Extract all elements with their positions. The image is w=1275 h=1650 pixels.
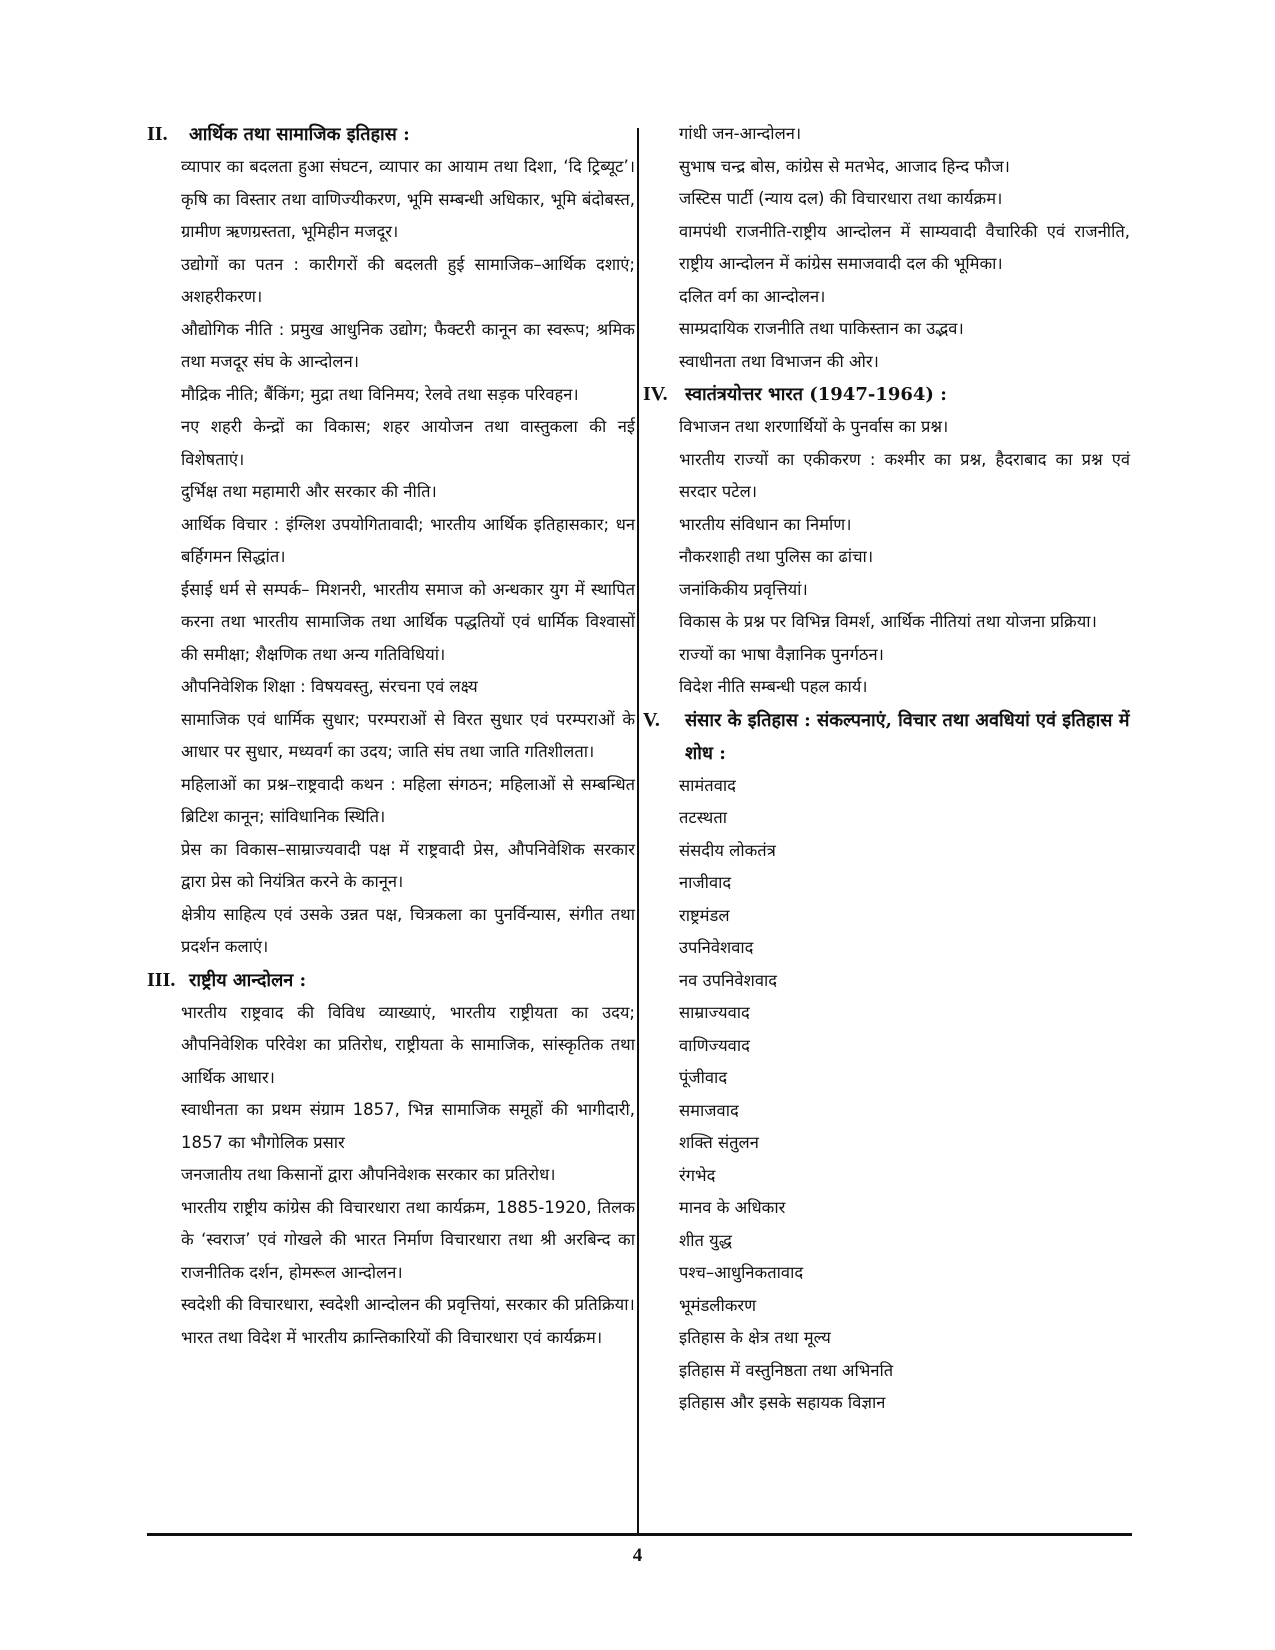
syllabus-item: वामपंथी राजनीति-राष्ट्रीय आन्दोलन में साम्यवादी वैचारिकी एवं राजनीति, राष्ट्रीय आन्दोलन में कांग्रेस समाजवादी दल की भूमिका। — [679, 221, 1130, 273]
section-number: II. — [147, 123, 168, 145]
section-number: III. — [147, 968, 176, 991]
syllabus-item: प्रेस का विकास–साम्राज्यवादी पक्ष में राष्ट्रवादी प्रेस, औपनिवेशिक सरकार द्वारा प्रेस को नियंत्रित करने के कानून। — [181, 839, 635, 891]
syllabus-item: विकास के प्रश्न पर विभिन्न विमर्श, आर्थिक नीतियां तथा योजना प्रक्रिया। — [679, 612, 1097, 631]
syllabus-item: नए शहरी केन्द्रों का विकास; शहर आयोजन तथा वास्तुकला की नई विशेषताएं। — [181, 417, 635, 469]
syllabus-item: समाजवाद — [679, 1100, 739, 1120]
syllabus-item: भारतीय राष्ट्रीय कांग्रेस की विचारधारा तथा कार्यक्रम, 1885-1920, तिलक के ‘स्वराज’ एवं गोखले की भारत निर्माण विचारधारा तथा श्री अरबिन्द का राजनीतिक दर्शन, होमरूल आन्दोलन। — [181, 1197, 635, 1282]
syllabus-item: मौद्रिक नीति; बैंकिंग; मुद्रा तथा विनिमय; रेलवे तथा सड़क परिवहन। — [181, 384, 579, 404]
syllabus-item: नाजीवाद — [679, 873, 732, 892]
syllabus-item: पश्च–आधुनिकतावाद — [679, 1263, 804, 1282]
syllabus-item: तटस्थता — [679, 808, 728, 827]
syllabus-item: जनांकिकीय प्रवृत्तियां। — [679, 579, 808, 599]
syllabus-item: औद्योगिक नीति : प्रमुख आधुनिक उद्योग; फैक्टरी कानून का स्वरूप; श्रमिक तथा मजदूर संघ के आन्दोलन। — [181, 319, 635, 371]
syllabus-item: सामाजिक एवं धार्मिक सुधार; परम्पराओं से विरत सुधार एवं परम्पराओं के आधार पर सुधार, मध्यवर्ग का उदय; जाति संघ तथा जाति गतिशीलता। — [181, 709, 635, 761]
syllabus-item: सुभाष चन्द्र बोस, कांग्रेस से मतभेद, आजाद हिन्द फौज। — [679, 156, 1010, 176]
syllabus-item: रंगभेद — [679, 1165, 716, 1185]
syllabus-item: भूमंडलीकरण — [679, 1295, 757, 1315]
syllabus-item: वाणिज्यवाद — [679, 1035, 750, 1055]
syllabus-item: महिलाओं का प्रश्न–राष्ट्रवादी कथन : महिला संगठन; महिलाओं से सम्बन्धित ब्रिटिश कानून; सांविधानिक स्थिति। — [181, 774, 635, 826]
syllabus-item: पूंजीवाद — [679, 1068, 728, 1087]
syllabus-item: स्वाधीनता तथा विभाजन की ओर। — [679, 351, 879, 371]
syllabus-item: स्वदेशी की विचारधारा, स्वदेशी आन्दोलन की प्रवृत्तियां, सरकार की प्रतिक्रिया। — [181, 1295, 635, 1314]
syllabus-item: औपनिवेशिक शिक्षा : विषयवस्तु, संरचना एवं लक्ष्य — [181, 677, 478, 696]
syllabus-item: राज्यों का भाषा वैज्ञानिक पुनर्गठन। — [679, 644, 884, 664]
syllabus-item: राष्ट्रमंडल — [679, 905, 730, 925]
section-number: V. — [643, 708, 660, 731]
syllabus-item: साम्प्रदायिक राजनीति तथा पाकिस्तान का उद्भव। — [679, 319, 964, 338]
syllabus-item: नौकरशाही तथा पुलिस का ढांचा। — [679, 547, 874, 566]
syllabus-item: विदेश नीति सम्बन्धी पहल कार्य। — [679, 677, 868, 696]
column-divider — [637, 128, 639, 1533]
syllabus-item: साम्राज्यवाद — [679, 1003, 750, 1022]
syllabus-item: इतिहास और इसके सहायक विज्ञान — [679, 1393, 886, 1412]
syllabus-item: भारतीय राज्यों का एकीकरण : कश्मीर का प्रश्न, हैदराबाद का प्रश्न एवं सरदार पटेल। — [679, 449, 1130, 501]
section-title: आर्थिक तथा सामाजिक इतिहास : — [189, 124, 410, 145]
left-column — [147, 118, 635, 1354]
section-heading — [643, 704, 1130, 770]
section-title: राष्ट्रीय आन्दोलन : — [189, 969, 307, 991]
section-heading — [147, 964, 635, 997]
syllabus-item: सामंतवाद — [679, 775, 736, 795]
syllabus-item: ईसाई धर्म से सम्पर्क– मिशनरी, भारतीय समाज को अन्धकार युग में स्थापित करना तथा भारतीय सामाजिक तथा आर्थिक पद्धतियों एवं धार्मिक विश्वासों की समीक्षा; शैक्षणिक तथा अन्य गतिविधियां। — [181, 579, 635, 664]
syllabus-item: उद्योगों का पतन : कारीगरों की बदलती हुई सामाजिक–आर्थिक दशाएं; अशहरीकरण। — [181, 254, 635, 306]
syllabus-item: दलित वर्ग का आन्दोलन। — [679, 286, 826, 306]
syllabus-item: नव उपनिवेशवाद — [679, 970, 778, 990]
syllabus-item: जस्टिस पार्टी (न्याय दल) की विचारधारा तथा कार्यक्रम। — [679, 189, 1003, 208]
syllabus-item: विभाजन तथा शरणार्थियों के पुनर्वास का प्रश्न। — [679, 417, 949, 436]
syllabus-item: आर्थिक विचार : इंग्लिश उपयोगितावादी; भारतीय आर्थिक इतिहासकार; धन बर्हिगमन सिद्धांत। — [181, 514, 635, 566]
syllabus-item: मानव के अधिकार — [679, 1198, 786, 1217]
syllabus-item: भारत तथा विदेश में भारतीय क्रान्तिकारियों की विचारधारा एवं कार्यक्रम। — [181, 1327, 603, 1347]
syllabus-item: गांधी जन-आन्दोलन। — [679, 124, 802, 143]
syllabus-item: उपनिवेशवाद — [679, 938, 754, 957]
syllabus-item: दुर्भिक्ष तथा महामारी और सरकार की नीति। — [181, 482, 437, 501]
page-number: 4 — [632, 1545, 643, 1566]
section-heading — [147, 118, 635, 151]
section-title: संसार के इतिहास : संकल्पनाएं, विचार तथा अवधियां एवं इतिहास में शोध : — [685, 709, 1130, 764]
section-number: IV. — [643, 383, 668, 405]
syllabus-item: शीत युद्ध — [679, 1230, 732, 1250]
syllabus-item: व्यापार का बदलता हुआ संघटन, व्यापार का आयाम तथा दिशा, ‘दि ट्रिब्यूट’। कृषि का विस्तार तथा वाणिज्यीकरण, भूमि सम्बन्धी अधिकार, भूमि बंदोबस्त, ग्रामीण ऋणग्रस्तता, भूमिहीन मजदूर। — [181, 157, 635, 241]
syllabus-item: भारतीय राष्ट्रवाद की विविध व्याख्याएं, भारतीय राष्ट्रीयता का उदय; औपनिवेशिक परिवेश का प्रतिरोध, राष्ट्रीयता के सामाजिक, सांस्कृतिक तथा आर्थिक आधार। — [181, 1002, 635, 1087]
syllabus-item: इतिहास में वस्तुनिष्ठता तथा अभिनति — [679, 1360, 894, 1380]
syllabus-item: संसदीय लोकतंत्र — [679, 840, 776, 860]
syllabus-item: जनजातीय तथा किसानों द्वारा औपनिवेशक सरकार का प्रतिरोध। — [181, 1165, 556, 1184]
syllabus-item: शक्ति संतुलन — [679, 1133, 759, 1152]
syllabus-item: क्षेत्रीय साहित्य एवं उसके उन्नत पक्ष, चित्रकला का पुनर्विन्यास, संगीत तथा प्रदर्शन कलाएं। — [181, 904, 635, 956]
syllabus-item: स्वाधीनता का प्रथम संग्राम 1857, भिन्न सामाजिक समूहों की भागीदारी, 1857 का भौगोलिक प्रसार — [181, 1100, 635, 1152]
section-heading — [643, 378, 1130, 411]
syllabus-item: इतिहास के क्षेत्र तथा मूल्य — [679, 1328, 831, 1347]
footer-rule — [147, 1533, 1132, 1536]
syllabus-item: भारतीय संविधान का निर्माण। — [679, 514, 852, 534]
right-column — [643, 118, 1130, 1420]
section-title: स्वातंत्रयोत्तर भारत (1947-1964) : — [685, 384, 947, 405]
